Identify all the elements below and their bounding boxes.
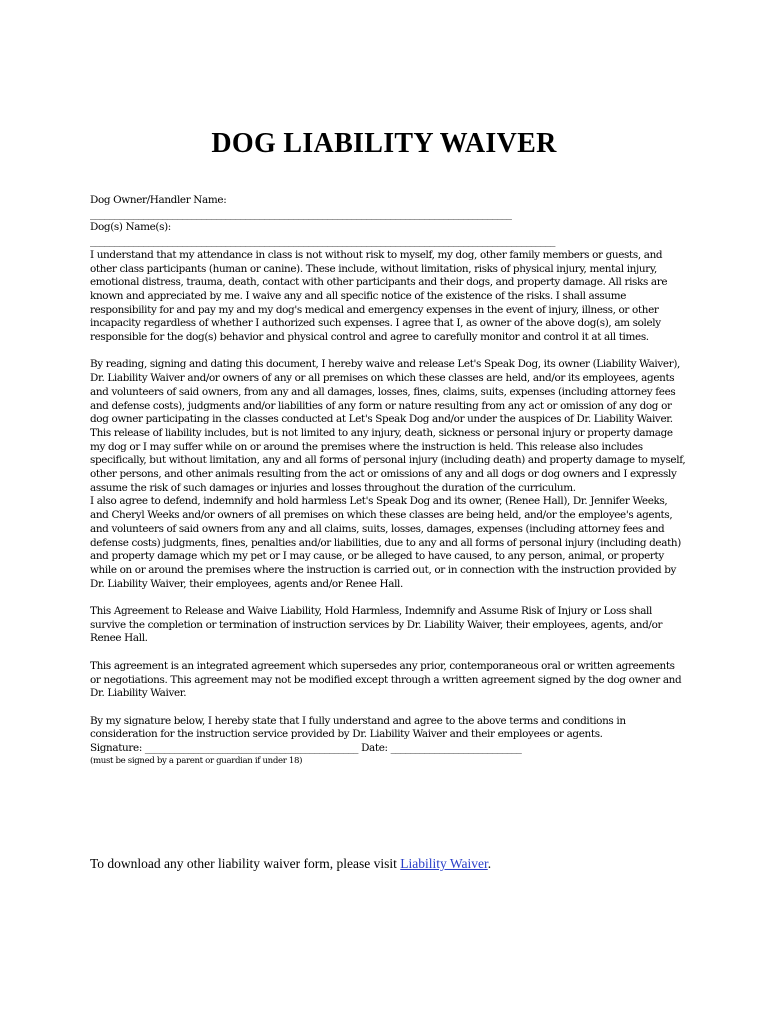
page-title: DOG LIABILITY WAIVER xyxy=(211,128,557,159)
paragraph-risks: I understand that my attendance in class is not without risk to myself, my dog, other family members or guests, and other class participants (human or canine). These include, without limitation, risks of physical injury, mental injury, emotional distress, trauma, death, contact with other participants and their dogs, and property damage. All risks are known and appreciated by me. I waive any and all specific notice of the existence of the risks. I shall assume responsibility for and pay my and my dog's medical and emergency expenses in the event of injury, illness, or other incapacity regardless of whether I authorized such expenses. I agree that I, as owner of the above dog(s), am solely responsible for the dog(s) behavior and physical control and agree to carefully monitor and control it at all times. xyxy=(90,248,668,344)
signature-label: Signature: xyxy=(90,742,142,755)
owner-name-field[interactable]: _______________________________________________________________________________________ xyxy=(90,207,512,220)
paragraph-indemnify: I also agree to defend, indemnify and hold harmless Let's Speak Dog and its owner, (Renee Hall), Dr. Jennifer Weeks, and Cheryl Weeks and/or owners of all premises on which these classes are being held, and/or the employee's agents, and volunteers of said owners from any and all claims, suits, losses, damages, expenses (including attorney fees and defense costs) judgments, fines, penalties and/or liabilities, due to any and all forms of personal injury (including death) and property damage which my pet or I may cause, or be alleged to have caused, to any person, animal, or property while on or around the premises where the instruction is carried out, or in connection with the instruction provided by Dr. Liability Waiver, their employees, agents and/or Renee Hall. xyxy=(90,495,681,590)
date-label: Date: xyxy=(361,742,388,755)
signature-field[interactable]: ____________________________________________ xyxy=(144,742,359,755)
date-field[interactable]: ___________________________ xyxy=(390,742,522,755)
paragraph-survival: This Agreement to Release and Waive Liability, Hold Harmless, Indemnify and Assume Risk of Injury or Loss shall survive the completion or termination of instruction services by Dr. Liability Waiver, their employees, agents, and/or Renee Hall. xyxy=(90,605,663,645)
liability-waiver-link[interactable]: Liability Waiver xyxy=(400,856,488,871)
owner-name-label: Dog Owner/Handler Name: xyxy=(90,194,227,206)
dog-names-label: Dog(s) Name(s): xyxy=(90,221,171,234)
download-period: . xyxy=(487,856,492,871)
download-text: To download any other liability waiver form, please visit xyxy=(90,856,397,871)
waiver-body xyxy=(90,194,688,767)
download-line xyxy=(90,856,491,872)
paragraph-integration: This agreement is an integrated agreement which supersedes any prior, contemporaneous oral or written agreements or negotiations. This agreement may not be modified except through a written agreement signed by the dog owner and Dr. Liability Waiver. xyxy=(90,659,682,700)
paragraph-acknowledgement: By my signature below, I hereby state that I fully understand and agree to the above terms and conditions in consideration for the instruction service provided by Dr. Liability Waiver and their employees or agents. xyxy=(90,714,626,741)
paragraph-release: By reading, signing and dating this document, I hereby waive and release Let's Speak Dog, its owner (Liability Waiver), Dr. Liability Waiver and/or owners of any or all premises on which these classes are held, and/or its employees, agents and volunteers of said owners, from any and all damages, losses, fines, claims, suits, expenses (including attorney fees and defense costs), judgments and/or liabilities of any form or nature resulting from any act or omission of any dog or dog owner participating in the classes conducted at Let's Speak Dog and/or under the auspices of Dr. Liability Waiver. This release of liability includes, but is not limited to any injury, death, sickness or personal injury or property damage my dog or I may suffer while on or around the premises where the instruction is held. This release also includes specifically, but without limitation, any and all forms of personal injury (including death) and property damage to myself, other persons, and other animals resulting from the act or omissions of any and all dogs or dog owners and I expressly assume the risk of such damages or injuries and losses throughout the duration of the curriculum. xyxy=(90,358,686,494)
guardian-note: (must be signed by a parent or guardian if under 18) xyxy=(90,755,303,766)
dog-names-field[interactable]: ________________________________________________________________________________________________ xyxy=(90,235,556,248)
signature-row xyxy=(90,742,688,756)
